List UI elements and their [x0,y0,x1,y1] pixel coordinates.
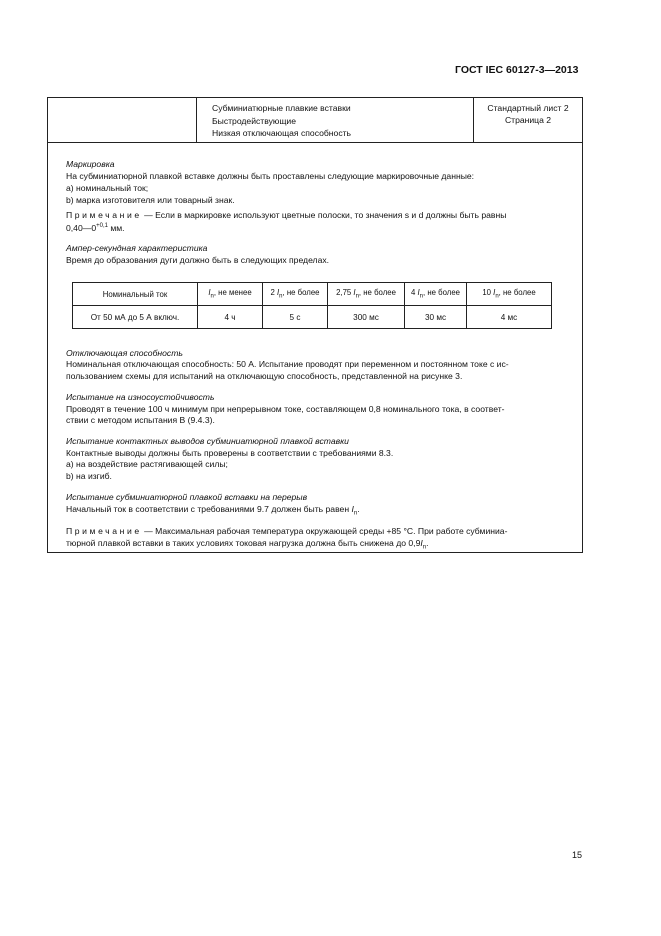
title-line-2: Быстродействующие [212,116,297,126]
title-line-3: Низкая отключающая способность [212,128,352,138]
terminals-item-b: b) на изгиб. [66,471,112,481]
marking-heading: Маркировка [66,159,115,169]
table-header-cell: $I_n$, не менее [198,283,263,306]
sheet-label: Стандартный лист 2 [487,103,569,113]
table-header-cell: 2 $I_n$, не более [263,283,328,306]
breaking-line-1: Номинальная отключающая способность: 50 А. Испытание проводят при переменном и постоянном токе с ис- [66,359,509,369]
page-number: 15 [572,850,583,860]
note-text: — Если в маркировке используют цветные полоски, то значения s и d должны быть равны [141,210,507,220]
final-note-line-2: тюрной плавкой вставки в таких условиях токовая нагрузка должна быть снижена до $0,9I_n$. [66,538,429,551]
pre-arcing-time-table [72,282,552,329]
marking-item-b: b) марка изготовителя или товарный знак. [66,195,235,205]
title-line-1: Субминиатюрные плавкие вставки [212,103,351,113]
final-note-line-1: Примечание — Максимальная рабочая температура окружающей среды +85 °С. При работе субминиа- [66,526,508,536]
note-value: 0,40—0 [66,222,97,233]
endurance-line-1: Проводят в течение 100 ч минимум при непрерывном токе, составляющем 0,8 номинального тока, в соответ- [66,404,505,414]
interruption-line: Начальный ток в соответствии с требованиями 9.7 должен быть равен $I_n$. [66,504,360,517]
table-cell: 5 с [263,306,328,329]
marking-note-value [66,221,125,234]
table-header-cell: 2,75 $I_n$, не более [328,283,405,306]
title-block-divider [196,97,197,142]
table-cell: 300 мс [328,306,405,329]
table-header-cell: 10 $I_n$, не более [467,283,552,306]
terminals-heading: Испытание контактных выводов субминиатюрной плавкой вставки [66,436,349,446]
table-header-cell: Номинальный ток [73,283,198,306]
page-label: Страница 2 [504,115,552,125]
table-header-row [73,283,552,306]
title-block-bottom-rule [47,142,583,143]
note-label: Примечание [66,526,142,536]
breaking-line-2: пользованием схемы для испытаний на отключающую способность, представленной на рисунке 3. [66,371,463,381]
table-cell: 4 мс [467,306,552,329]
terminals-item-a: a) на воздействие растягивающей силы; [66,459,228,469]
table-cell: От 50 мА до 5 А включ. [73,306,198,329]
standard-id: ГОСТ IEC 60127-3—2013 [455,64,579,76]
marking-item-a: a) номинальный ток; [66,183,149,193]
breaking-heading: Отключающая способность [66,348,183,358]
terminals-intro: Контактные выводы должны быть проверены в соответствии с требованиями 8.3. [66,448,394,458]
ampere-second-heading: Ампер-секундная характеристика [66,243,208,253]
table-cell: 4 ч [198,306,263,329]
endurance-line-2: ствии с методом испытания В (9.4.3). [66,415,215,425]
marking-intro: На субминиатюрной плавкой вставке должны быть проставлены следующие маркировочные данные: [66,171,475,181]
table-header-cell: 4 $I_n$, не более [405,283,467,306]
note-superscript: +0,1 [96,223,108,229]
marking-note [66,210,506,221]
note-label: Примечание [66,210,142,220]
table-row [73,306,552,329]
ampere-second-intro: Время до образования дуги должно быть в следующих пределах. [66,255,330,265]
table-cell: 30 мс [405,306,467,329]
note-unit: мм. [107,222,125,233]
endurance-heading: Испытание на износоустойчивость [66,392,215,402]
interruption-heading: Испытание субминиатюрной плавкой вставки на перерыв [66,492,308,502]
